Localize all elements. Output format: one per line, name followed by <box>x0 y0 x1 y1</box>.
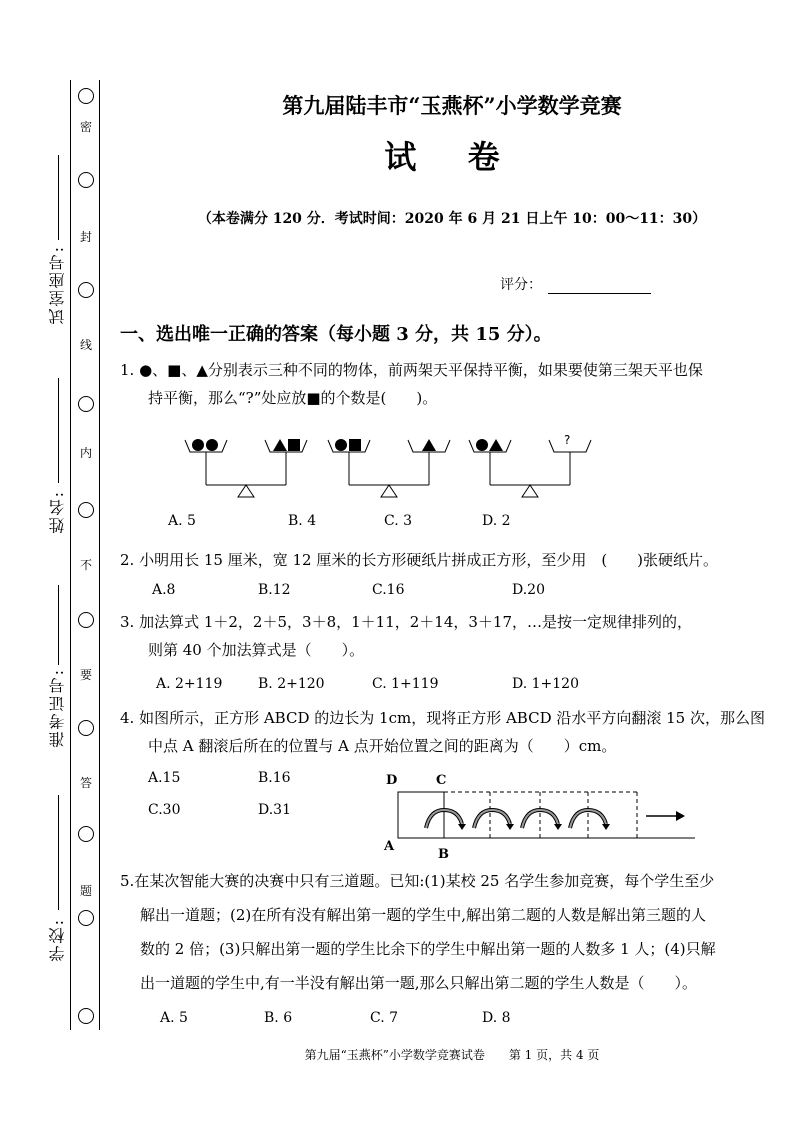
q5-option-d[interactable]: D. 8 <box>482 1010 511 1026</box>
rolling-arrow-icon <box>426 810 466 830</box>
section-1-title: 一、选出唯一正确的答案（每小题 3 分，共 15 分）。 <box>120 324 552 345</box>
question-2: 2. 小明用长 15 厘米，宽 12 厘米的长方形硬纸片拼成正方形，至少用 ( )张硬纸片。 <box>120 551 719 569</box>
question-4 <box>120 704 770 760</box>
binding-hole-icon <box>78 826 94 842</box>
page-footer: 第九届“玉燕杯”小学数学竞赛试卷 第 1 页，共 4 页 <box>304 1048 600 1062</box>
seal-char: 题 <box>80 884 93 898</box>
q3-option-b[interactable]: B. 2+120 <box>258 676 325 692</box>
binding-margin <box>0 0 110 1122</box>
question-3 <box>120 608 770 664</box>
q2-option-d[interactable]: D.20 <box>512 582 545 598</box>
rolling-arrow-icon <box>522 810 562 830</box>
question-1-line-2: 持平衡，那么“?”处应放■的个数是( )。 <box>148 389 438 407</box>
binding-hole-icon <box>78 396 94 412</box>
binding-hole-icon <box>78 910 94 926</box>
q1-option-a[interactable]: A. 5 <box>168 513 196 529</box>
point-b-label: B <box>438 847 449 862</box>
balance-scales-figure <box>180 430 600 502</box>
q3-option-a[interactable]: A. 2+119 <box>156 676 223 692</box>
seal-char: 密 <box>80 120 93 134</box>
seal-line-left <box>70 80 71 1030</box>
question-3-line-2: 则第 40 个加法算式是（ ）。 <box>148 641 365 659</box>
score-blank[interactable] <box>548 279 651 294</box>
question-1 <box>120 356 770 412</box>
seal-char: 答 <box>80 776 93 790</box>
seal-char: 封 <box>80 230 93 244</box>
q3-option-d[interactable]: D. 1+120 <box>512 676 579 692</box>
q3-option-c[interactable]: C. 1+119 <box>372 676 439 692</box>
binding-hole-icon <box>78 1008 94 1024</box>
question-5-line-1: 5.在某次智能大赛的决赛中只有三道题。已知:(1)某校 25 名学生参加竞赛，每个学生至少 <box>120 872 715 890</box>
school-label: 学校: <box>48 918 67 962</box>
binding-hole-icon <box>78 612 94 628</box>
q2-option-a[interactable]: A.8 <box>152 582 176 598</box>
q4-option-b[interactable]: B.16 <box>258 770 291 786</box>
paper-title: 试 卷 <box>384 138 520 176</box>
score-label: 评分： <box>500 277 542 293</box>
balance-scale-3 <box>469 433 591 497</box>
rolling-square-figure <box>380 766 700 862</box>
seat-number-label: 试室座号: <box>48 245 67 325</box>
question-5-line-2: 解出一道题；(2)在所有没有解出第一题的学生中,解出第二题的人数是解出第三题的人 <box>140 906 707 924</box>
point-d-label: D <box>386 773 398 788</box>
seal-char: 不 <box>80 558 93 572</box>
question-1-line-1: 1. ●、■、▲分别表示三种不同的物体，前两架天平保持平衡，如果要使第三架天平也保 <box>120 361 703 379</box>
q4-option-c[interactable]: C.30 <box>148 802 181 818</box>
q1-option-c[interactable]: C. 3 <box>384 513 413 529</box>
point-a-label: A <box>384 839 395 854</box>
q5-option-c[interactable]: C. 7 <box>370 1010 399 1026</box>
score-field <box>500 274 651 294</box>
question-5-line-4: 出一道题的学生中,有一半没有解出第一题,那么只解出第二题的学生人数是（ ）。 <box>140 974 698 992</box>
question-5-line-3: 数的 2 倍；(3)只解出第一题的学生比余下的学生中解出第一题的人数多 1 人；(4)只解 <box>140 940 716 958</box>
rolling-arrow-icon <box>474 810 514 830</box>
seal-char: 线 <box>80 338 93 352</box>
binding-hole-icon <box>78 720 94 736</box>
question-4-line-1: 4. 如图所示，正方形 ABCD 的边长为 1cm，现将正方形 ABCD 沿水平方向翻滚 15 次，那么图 <box>120 709 765 727</box>
question-4-line-2: 中点 A 翻滚后所在的位置与 A 点开始位置之间的距离为（ ）cm。 <box>148 737 617 755</box>
exam-number-label: 准考证号: <box>48 668 67 748</box>
binding-hole-icon <box>78 88 94 104</box>
question-3-line-1: 3. 加法算式 1＋2，2＋5，3＋8，1＋11，2＋14，3＋17，…是按一定规律排列的， <box>120 613 693 631</box>
q4-option-d[interactable]: D.31 <box>258 802 291 818</box>
seal-line-right <box>99 80 100 1030</box>
unknown-mark: ? <box>564 433 571 447</box>
balance-scale-2 <box>328 439 450 497</box>
exam-title: 第九届陆丰市“玉燕杯”小学数学竞赛 <box>282 93 622 118</box>
q4-option-a[interactable]: A.15 <box>148 770 181 786</box>
school-line <box>58 795 59 910</box>
exam-info: （本卷满分 120 分．考试时间：2020 年 6 月 21 日上午 10：00～11：30） <box>197 211 707 227</box>
name-label: 姓名: <box>48 490 67 534</box>
seal-char: 要 <box>80 668 93 682</box>
q5-option-b[interactable]: B. 6 <box>264 1010 293 1026</box>
q2-option-b[interactable]: B.12 <box>258 582 291 598</box>
balance-scale-1 <box>185 439 307 497</box>
binding-hole-icon <box>78 502 94 518</box>
question-5 <box>120 864 770 1000</box>
binding-hole-icon <box>78 172 94 188</box>
binding-hole-icon <box>78 282 94 298</box>
rolling-arrow-icon <box>570 810 610 830</box>
q1-option-d[interactable]: D. 2 <box>482 513 511 529</box>
name-line <box>58 378 59 483</box>
seal-char: 内 <box>80 446 93 460</box>
seat-number-line <box>58 155 59 240</box>
q2-option-c[interactable]: C.16 <box>372 582 405 598</box>
point-c-label: C <box>436 773 447 788</box>
exam-number-line <box>58 585 59 665</box>
q1-option-b[interactable]: B. 4 <box>288 513 317 529</box>
q5-option-a[interactable]: A. 5 <box>160 1010 188 1026</box>
